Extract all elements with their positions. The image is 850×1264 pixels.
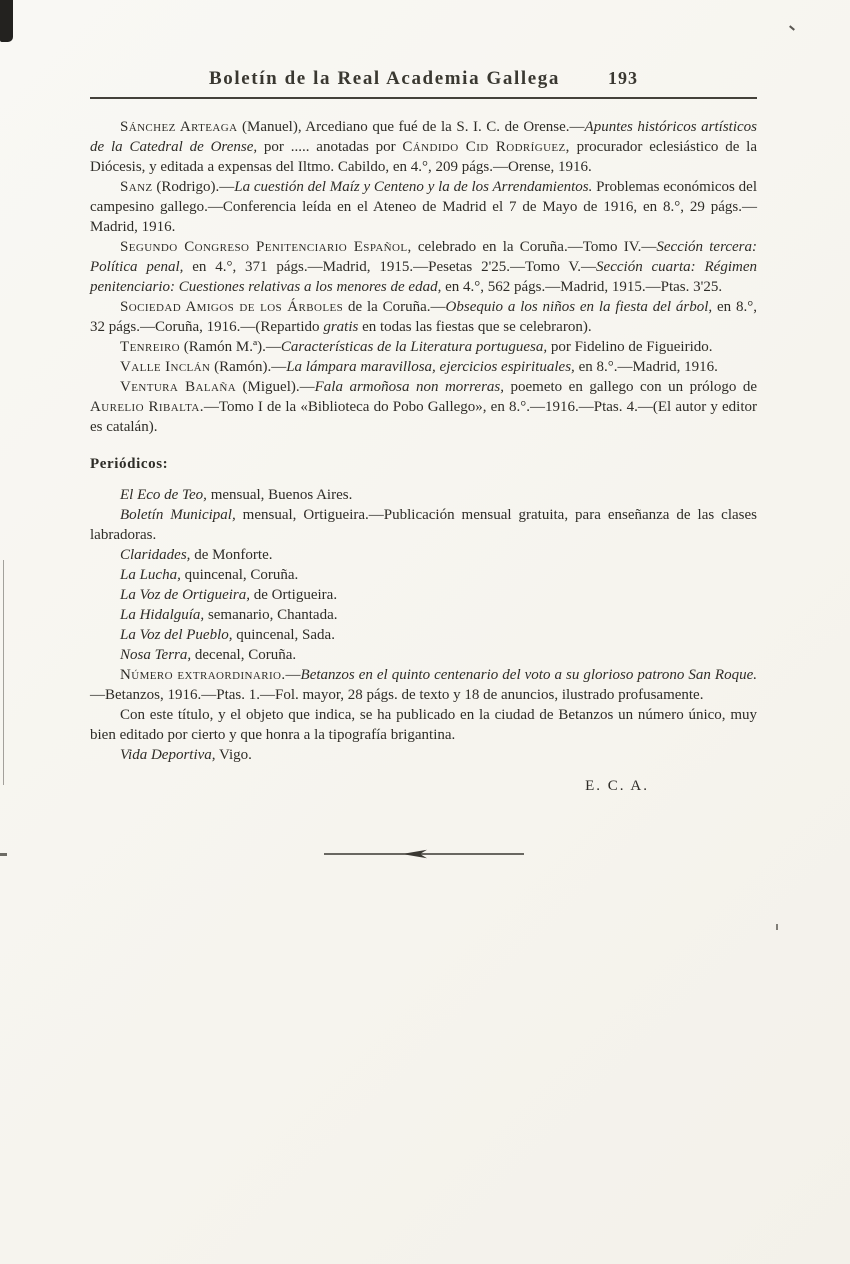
text-segment: (Ramón M.ª).— [180,339,281,355]
section-heading [90,454,757,474]
text-segment: en 8.°.—Madrid, 1916. [574,359,718,375]
text-segment: Apuntes históricos artísticos de la Catedral de Orense, [90,119,757,155]
paragraph [90,705,757,745]
text-segment: Ventura Balaña [120,379,237,395]
page-header [90,68,757,99]
text-segment: La lámpara maravillosa, ejercicios espirituales, [286,359,575,375]
text-segment: Nosa Terra, [120,647,192,663]
arrow-rule-icon [324,848,524,860]
text-segment: Segundo Congreso Penitenciario Español, [120,239,412,255]
text-segment: Betanzos en el quinto centenario del voto a su glorioso patrono San Roque. [300,667,757,683]
text-segment: Periódicos: [90,456,169,472]
divider-ornament [90,847,757,865]
text-segment: (Miguel).— [236,379,315,395]
paragraph [90,377,757,437]
paragraph [90,585,757,605]
paragraph [90,357,757,377]
paragraph [90,117,757,177]
text-segment: en 4.°, 371 págs.—Madrid, 1915.—Pesetas 2'25.—Tomo V.— [183,259,597,275]
text-segment: poemeto en gallego con un prólogo de [504,379,757,395]
text-segment: Valle Inclán [120,359,211,375]
text-segment: —Betanzos, 1916.—Ptas. 1.—Fol. mayor, 28 págs. de texto y 18 de anuncios, ilustrado profusamente. [90,687,704,703]
text-segment: Problemas económicos del campesino gallego.—Conferencia leída en el Ateneo de Madrid el 7 de Mayo de 1916, en 8.°, 29 págs.—Madrid, 1916. [90,179,757,235]
paragraph [90,485,757,505]
paragraph [90,645,757,665]
text-segment: en 8.°, 32 págs.—Coruña, 1916.—(Repartido [90,299,758,335]
paragraph [90,177,757,237]
text-segment: Características de la Literatura portuguesa, [280,339,548,355]
text-segment: semanario, Chantada. [204,607,338,623]
text-segment: Sección tercera: Política penal, [90,239,757,275]
scan-artifact [0,0,13,42]
text-segment: Obsequio a los niños en la fiesta del árbol, [445,299,713,315]
page-number: 193 [608,68,638,88]
paragraph [90,237,757,297]
text-segment: en 4.°, 562 págs.—Madrid, 1915.—Ptas. 3'25. [441,279,723,295]
text-segment: (Ramón).— [210,359,287,375]
document-body [90,117,757,765]
text-segment: La Voz de Ortigueira, [120,587,251,603]
text-segment: quincenal, Sada. [232,627,335,643]
scan-artifact [0,853,7,856]
text-segment: por Fidelino de Figueirido. [547,339,713,355]
text-segment: Cándido Cid Rodríguez, [402,139,570,155]
text-segment: Número extraordinario. [120,667,286,683]
text-segment: Sección cuarta: Régimen penitenciario: Cuestiones relativas a los menores de edad, [90,259,757,295]
text-segment: por ..... anotadas por [257,139,403,155]
text-segment: Vigo. [215,747,252,763]
text-segment: gratis [323,319,359,335]
text-segment: decenal, Coruña. [191,647,297,663]
text-segment: Aurelio Ribalta. [90,399,204,415]
paragraph [90,505,757,545]
text-segment: Fala armoñosa non morreras, [314,379,505,395]
text-segment: mensual, Buenos Aires. [206,487,353,503]
paragraph [90,337,757,357]
text-segment: La Voz del Pueblo, [120,627,233,643]
scan-artifact [776,924,778,930]
text-segment: (Manuel), Arcediano que fué de la S. I. C. de Orense.— [237,119,585,135]
text-segment: Sánchez Arteaga [120,119,238,135]
text-segment: en todas las fiestas que se celebraron). [358,319,592,335]
text-segment: Sociedad Amigos de los Árboles [120,299,344,315]
paragraph [90,297,757,337]
text-segment: La Hidalguía, [120,607,205,623]
text-segment: El Eco de Teo, [120,487,207,503]
text-segment: Claridades, [120,547,191,563]
paragraph [90,665,757,705]
paragraph [90,545,757,565]
text-segment: —Tomo I de la «Biblioteca do Pobo Gallego», en 8.°.—1916.—Ptas. 4.—(El autor y editor es catalán). [90,399,758,435]
text-segment: Tenreiro [120,339,181,355]
text-segment: procurador eclesiástico de la Diócesis, y editada a expensas del Iltmo. Cabildo, en 4.°, 209 págs.—Orense, 1916. [90,139,757,175]
text-segment: La cuestión del Maíz y Centeno y la de los Arrendamientos. [234,179,593,195]
paragraph [90,745,757,765]
scan-artifact [3,560,4,785]
text-segment: de la Coruña.— [343,299,446,315]
text-segment: Boletín Municipal, [120,507,236,523]
text-segment: mensual, Ortigueira.—Publicación mensual gratuita, para enseñanza de las clases labradoras. [90,507,757,543]
text-segment: Vida Deportiva, [120,747,216,763]
text-segment: Con este título, y el objeto que indica, se ha publicado en la ciudad de Betanzos un número único, muy bien editado por cierto y que honra a la tipografía brigantina. [90,707,757,743]
signature: E. C. A. [585,778,649,794]
text-segment: Sanz [120,179,153,195]
page-header-title: Boletín de la Real Academia Gallega [208,68,560,89]
text-segment: — [285,667,301,683]
scan-artifact [789,25,795,30]
text-segment: La Lucha, [120,567,181,583]
text-segment: (Rodrigo).— [152,179,235,195]
text-segment: quincenal, Coruña. [180,567,299,583]
text-segment: celebrado en la Coruña.—Tomo IV.— [411,239,657,255]
text-segment: de Monforte. [190,547,273,563]
text-segment: de Ortigueira. [250,587,338,603]
paragraph [90,565,757,585]
paragraph [90,605,757,625]
paragraph [90,625,757,645]
